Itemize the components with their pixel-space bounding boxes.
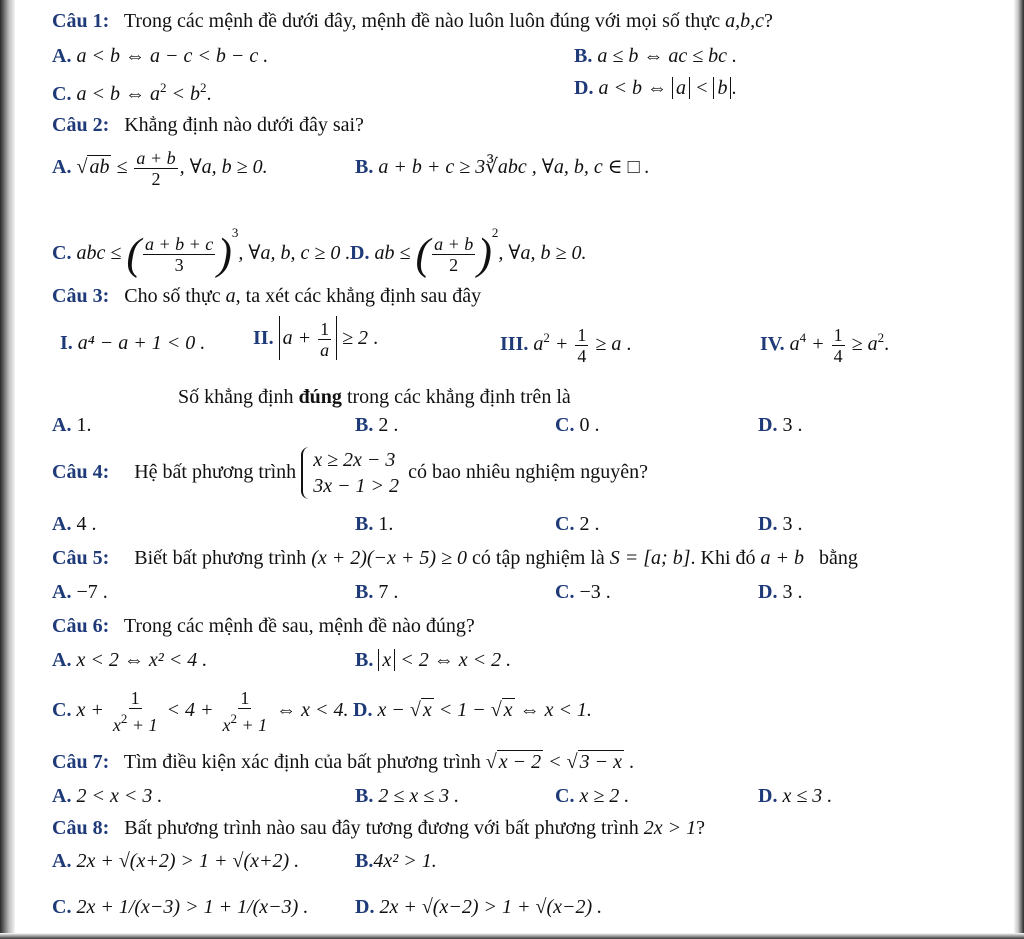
q8-text: Bất phương trình nào sau đây tương đương với bất phương trình: [124, 817, 639, 839]
q1-label: Câu 1:: [52, 10, 110, 32]
q7-option-b[interactable]: [355, 784, 459, 808]
q8-c-label: C.: [52, 896, 72, 918]
q3-iv-label: IV.: [760, 333, 785, 355]
q2-d-label: D.: [350, 242, 370, 264]
q7-a-text: 2 < x < 3 .: [76, 785, 163, 807]
q6-a-label: A.: [52, 649, 72, 671]
q5-b-text: 7 .: [378, 581, 399, 603]
q5-c-text: −3 .: [579, 581, 611, 603]
q1-option-a[interactable]: [52, 44, 268, 68]
q3-statement-i: [60, 323, 205, 363]
q5-b-label: B.: [355, 581, 374, 603]
q5-set: S = [a; b]: [609, 547, 691, 569]
q4-b-text: 1.: [378, 513, 394, 535]
q5-label: Câu 5:: [52, 547, 110, 569]
q4-d-label: D.: [758, 513, 778, 535]
q1-text: Trong các mệnh đề dưới đây, mệnh đề nào luôn luôn đúng với mọi số thực: [123, 10, 721, 32]
q3-question: [178, 385, 571, 409]
q4-b-label: B.: [355, 513, 374, 535]
q8-b-label: B.: [355, 850, 374, 872]
q3-text2: , ta xét các khẳng định sau đây: [235, 285, 482, 307]
q3-i-label: I.: [60, 332, 73, 354]
q2-b-label: B.: [355, 156, 374, 178]
q4-a-label: A.: [52, 513, 72, 535]
q2-text: Khẳng định nào dưới đây sai?: [124, 114, 364, 136]
q1-d-label: D.: [574, 77, 594, 99]
q7-a-label: A.: [52, 785, 72, 807]
q5-option-b[interactable]: [355, 580, 398, 604]
q5-option-d[interactable]: [758, 580, 802, 604]
q3-question-bold: đúng: [298, 386, 342, 408]
q3-stem: [52, 284, 481, 308]
q6-stem: [52, 614, 475, 638]
q8-a-text: 2x + √(x+2) > 1 + √(x+2) .: [76, 850, 300, 872]
q6-text: Trong các mệnh đề sau, mệnh đề nào đúng?: [123, 615, 475, 637]
q5-d-label: D.: [758, 581, 778, 603]
q6-c-suffix: ⇔ x < 4.: [276, 699, 349, 721]
q8-d-text: 2x + √(x−2) > 1 + √(x−2) .: [379, 896, 603, 918]
q3-option-b[interactable]: [355, 413, 398, 437]
q4-stem: [52, 444, 648, 500]
q4-option-a[interactable]: [52, 512, 96, 536]
q7-b-label: B.: [355, 785, 374, 807]
q3-d-text: 3 .: [782, 414, 803, 436]
q5-a-text: −7 .: [76, 581, 108, 603]
q6-d-text: ⇔ x < 1.: [519, 699, 592, 721]
scan-edge-right: [1014, 0, 1024, 939]
q7-d-text: x ≤ 3 .: [782, 785, 833, 807]
q3-option-c[interactable]: [555, 413, 599, 437]
q5-c-label: C.: [555, 581, 575, 603]
q3-label: Câu 3:: [52, 285, 110, 307]
q2-option-d[interactable]: D. ab ≤ ( $\frac{a + b}{2}$ )$^2$, ∀a, b ≥ 0.: [350, 225, 587, 279]
q6-c-label: C.: [52, 699, 72, 721]
q3-question-post: trong các khẳng định trên là: [346, 386, 571, 408]
q3-i-text: a⁴ − a + 1 < 0 .: [77, 332, 206, 354]
q3-statement-ii: II. a + $\frac{1}{a}$ ≥ 2 .: [253, 313, 378, 363]
q8-c-text: 2x + 1/(x−3) > 1 + 1/(x−3) .: [76, 896, 309, 918]
q2-b-text: a + b + c ≥ 3∛abc , ∀a, b, c ∈ □ .: [378, 156, 650, 178]
q5-d-text: 3 .: [782, 581, 803, 603]
q3-option-d[interactable]: [758, 413, 802, 437]
q5-ineq: (x + 2)(−x + 5) ≥ 0: [311, 547, 468, 569]
q7-option-c[interactable]: [555, 784, 629, 808]
q8-option-d[interactable]: [355, 895, 602, 919]
q3-statement-iv: IV. $a^4$ + $\frac{1}{4}$ ≥ $a^2$.: [760, 324, 890, 366]
q5-text4: bằng: [819, 547, 858, 569]
q4-d-text: 3 .: [782, 513, 803, 535]
q4-system: [301, 447, 403, 499]
q3-question-pre: Số khẳng định: [178, 386, 294, 408]
q3-var: a: [225, 285, 236, 307]
q5-option-c[interactable]: [555, 580, 611, 604]
q1-option-d[interactable]: D. a < b ⇔ a < b .: [574, 77, 737, 99]
q8-d-label: D.: [355, 896, 375, 918]
q3-a-label: A.: [52, 414, 72, 436]
q8-option-b[interactable]: [355, 849, 437, 873]
q7-text: Tìm điều kiện xác định của bất phương trình: [123, 751, 481, 773]
q6-option-c[interactable]: C. x + $\frac{1}{x^2 + 1}$ < 4 + $\frac{1}{x^2 + 1}$ ⇔ x < 4.: [52, 687, 349, 735]
q4-a-text: 4 .: [76, 513, 97, 535]
q8-b-text: 4x² > 1.: [373, 850, 437, 872]
q4-label: Câu 4:: [52, 461, 110, 483]
q3-c-label: C.: [555, 414, 575, 436]
q1-c-text: a < b ⇔ a: [76, 83, 160, 105]
q6-option-b[interactable]: B. x < 2 ⇔ x < 2 .: [355, 649, 512, 671]
q5-text2: có tập nghiệm là: [472, 547, 605, 569]
q3-text: Cho số thực: [124, 285, 221, 307]
q1-stem: [52, 9, 773, 33]
q6-d-label: D.: [353, 699, 373, 721]
q7-label: Câu 7:: [52, 751, 110, 773]
q7-b-text: 2 ≤ x ≤ 3 .: [378, 785, 460, 807]
q8-option-a[interactable]: [52, 849, 299, 873]
q3-iii-label: III.: [500, 333, 529, 355]
q6-b-text: < 2 ⇔ x < 2 .: [400, 649, 512, 671]
q3-d-label: D.: [758, 414, 778, 436]
q4-option-c[interactable]: [555, 512, 599, 536]
q2-option-c[interactable]: C. abc ≤ ( $\frac{a + b + c}{3}$ )$^3$, ∀a, b, c ≥ 0 .: [52, 225, 351, 279]
q1-a-text: a < b ⇔ a − c < b − c .: [76, 45, 269, 67]
q8-label: Câu 8:: [52, 817, 110, 839]
scan-edge-left: [0, 0, 15, 939]
q2-option-b[interactable]: [355, 155, 650, 179]
q8-a-label: A.: [52, 850, 72, 872]
q6-a-text: x < 2 ⇔ x² < 4 .: [76, 649, 208, 671]
q1-option-c[interactable]: C. a < b ⇔ $a^2 < b^2$.: [52, 80, 212, 105]
q1-vars: a,b,c: [725, 10, 765, 32]
q5-sum: a + b: [760, 547, 805, 569]
q4-sys-eq1: x ≥ 2x − 3: [313, 449, 396, 472]
q4-option-d[interactable]: [758, 512, 802, 536]
q7-option-d[interactable]: [758, 784, 832, 808]
q7-stem: Câu 7: Tìm điều kiện xác định của bất phương trình √ x − 2 < √ 3 − x .: [52, 751, 634, 773]
q3-option-a[interactable]: [52, 413, 91, 437]
q3-ii-label: II.: [253, 327, 274, 349]
q2-d-suffix: , ∀a, b ≥ 0.: [498, 242, 587, 264]
q3-b-text: 2 .: [378, 414, 399, 436]
q4-c-text: 2 .: [579, 513, 600, 535]
q2-label: Câu 2:: [52, 114, 110, 136]
q1-end: ?: [764, 10, 773, 32]
q2-a-suffix: , ∀a, b ≥ 0.: [179, 156, 268, 178]
q2-c-label: C.: [52, 242, 72, 264]
q8-ineq: 2x > 1: [643, 817, 697, 839]
q5-a-label: A.: [52, 581, 72, 603]
q3-c-text: 0 .: [579, 414, 600, 436]
q4-c-label: C.: [555, 513, 575, 535]
q1-a-label: A.: [52, 45, 72, 67]
q1-c-label: C.: [52, 83, 72, 105]
q1-b-label: B.: [574, 45, 593, 67]
q8-end: ?: [696, 817, 706, 839]
q4-text: Hệ bất phương trình: [134, 461, 297, 483]
q7-c-label: C.: [555, 785, 575, 807]
q4-text2: có bao nhiêu nghiệm nguyên?: [408, 461, 648, 483]
q5-option-a[interactable]: [52, 580, 108, 604]
q2-a-label: A.: [52, 156, 72, 178]
q4-option-b[interactable]: [355, 512, 393, 536]
q2-stem: [52, 113, 364, 137]
q2-option-a[interactable]: A. √ ab ≤ $\frac{a + b}{2}$ , ∀a, b ≥ 0.: [52, 147, 268, 189]
q3-b-label: B.: [355, 414, 374, 436]
q7-d-label: D.: [758, 785, 778, 807]
q2-c-suffix: , ∀a, b, c ≥ 0 .: [238, 242, 351, 264]
q8-option-c[interactable]: [52, 895, 308, 919]
q3-statement-iii: III. $a^2$ + $\frac{1}{4}$ ≥ a .: [500, 324, 632, 366]
scan-edge-bottom: [0, 933, 1024, 939]
q5-text3: . Khi đó: [690, 547, 756, 569]
q5-text: Biết bất phương trình: [134, 547, 307, 569]
q1-b-text: a ≤ b ⇔ ac ≤ bc .: [597, 45, 738, 67]
q8-stem: [52, 816, 705, 840]
q6-option-a[interactable]: [52, 648, 207, 672]
q3-a-text: 1.: [76, 414, 92, 436]
q7-option-a[interactable]: [52, 784, 162, 808]
q6-option-d[interactable]: D. x − √ x < 1 − √ x ⇔ x < 1.: [353, 699, 592, 721]
q4-sys-eq2: 3x − 1 > 2: [313, 475, 400, 498]
q1-d-text: a < b ⇔: [598, 77, 667, 99]
q5-stem: [52, 546, 858, 570]
q6-b-label: B.: [355, 649, 374, 671]
q7-c-text: x ≥ 2 .: [579, 785, 630, 807]
q1-option-b[interactable]: [574, 44, 737, 68]
q6-label: Câu 6:: [52, 615, 110, 637]
